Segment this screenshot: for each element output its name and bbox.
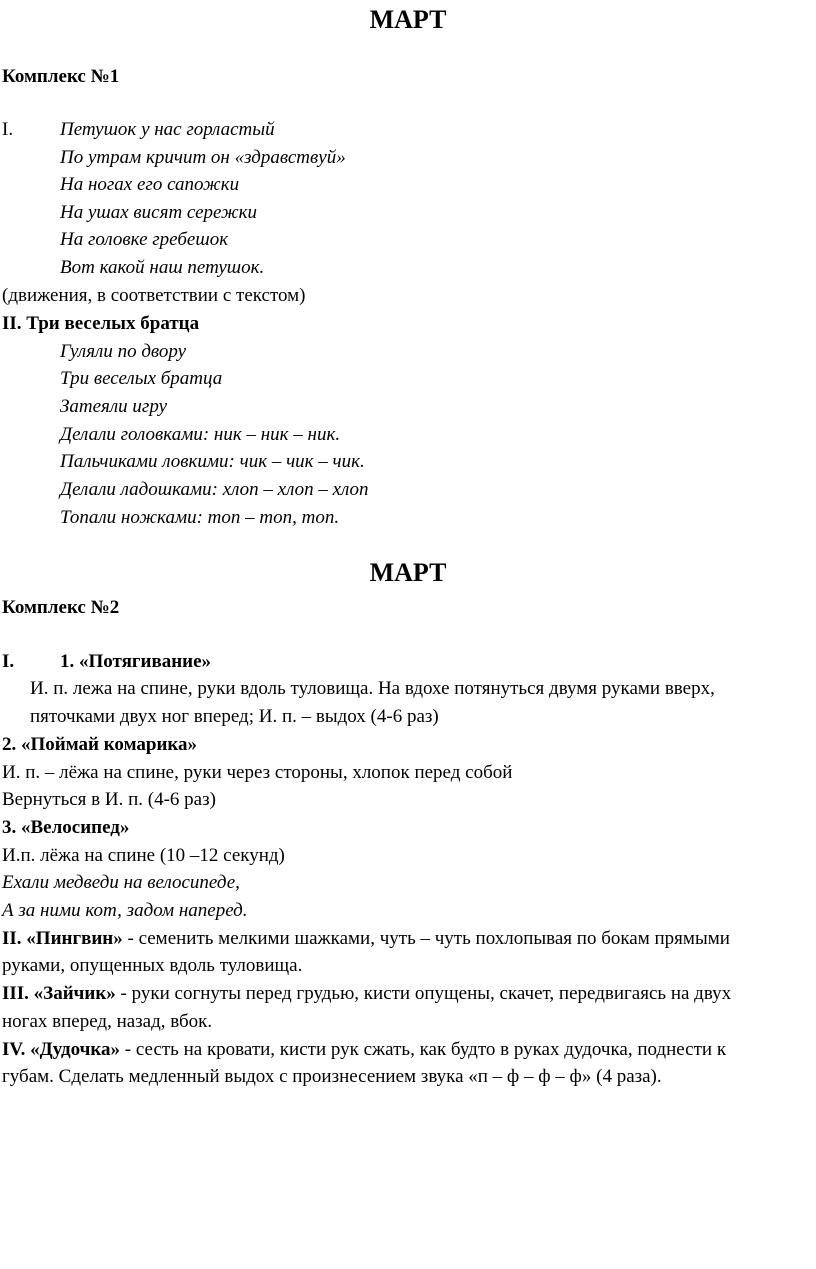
exercise3-title: 3. «Велосипед» — [2, 817, 130, 838]
penguin-text: - семенить мелкими шажками, чуть – чуть похлопывая по бокам прямыми — [122, 928, 730, 949]
bunny-text: - руки согнуты перед грудью, кисти опущены, скачет, передвигаясь на двух — [115, 983, 732, 1004]
poem2-line: Гуляли по двору — [60, 341, 187, 362]
exercise1-text: И. п. лежа на спине, руки вдоль туловища. На вдохе потянуться двумя руками вверх, — [30, 678, 715, 699]
poem2-line: Пальчиками ловкими: чик – чик – чик. — [60, 451, 365, 472]
penguin-text-line2: руками, опущенных вдоль туловища. — [2, 955, 303, 976]
poem1-line: Вот какой наш петушок. — [60, 257, 265, 278]
pipe-text: - сесть на кровати, кисти рук сжать, как будто в руках дудочка, поднести к — [120, 1039, 727, 1060]
section1-complex-heading: Комплекс №1 — [2, 66, 120, 87]
section1-title: МАРТ — [369, 5, 447, 34]
poem1-line: По утрам кричит он «здравствуй» — [60, 147, 346, 168]
movement-note: (движения, в соответствии с текстом) — [2, 285, 306, 306]
exercise3-poem-line: Ехали медведи на велосипеде, — [2, 872, 240, 893]
bunny-text-line2: ногах вперед, назад, вбок. — [2, 1011, 213, 1032]
pipe-title: IV. «Дудочка» — [2, 1039, 121, 1060]
pipe-paragraph — [2, 1039, 726, 1061]
exercise2-title: 2. «Поймай комарика» — [2, 734, 198, 755]
poem1-line: На головке гребешок — [60, 229, 229, 250]
poem2-line: Затеяли игру — [60, 396, 168, 417]
poem1-line: На ушах висят сережки — [60, 202, 258, 223]
poem2-line: Делали ладошками: хлоп – хлоп – хлоп — [60, 479, 369, 500]
pipe-text-line2: губам. Сделать медленный выдох с произнесением звука «п – ф – ф – ф» (4 раза). — [2, 1066, 662, 1087]
penguin-title: II. «Пингвин» — [2, 928, 123, 949]
exercise3-text: И.п. лёжа на спине (10 –12 секунд) — [2, 845, 285, 866]
part2-heading: II. Три веселых братца — [2, 313, 200, 334]
poem2-line: Делали головками: ник – ник – ник. — [60, 424, 341, 445]
bunny-paragraph — [2, 983, 731, 1005]
exercise2-text: И. п. – лёжа на спине, руки через стороны, хлопок перед собой — [2, 762, 513, 783]
section2-complex-heading: Комплекс №2 — [2, 597, 120, 618]
poem2-line: Три веселых братца — [60, 368, 223, 389]
bunny-title: III. «Зайчик» — [2, 983, 116, 1004]
exercise1-text: пяточками двух ног вперед; И. п. – выдох (4-6 раз) — [30, 706, 439, 727]
poem1-line: Петушок у нас горластый — [60, 119, 275, 140]
penguin-paragraph — [2, 928, 730, 950]
exercise3-poem-line: А за ними кот, задом наперед. — [2, 900, 248, 921]
poem2-line: Топали ножками: топ – топ, топ. — [60, 507, 340, 528]
section2-title: МАРТ — [369, 558, 447, 587]
section1-part1-number: I. — [2, 119, 14, 140]
poem1-line: На ногах его сапожки — [60, 174, 240, 195]
exercise2-text: Вернуться в И. п. (4-6 раз) — [2, 789, 216, 810]
section2-part1-number: I. — [2, 651, 15, 672]
exercise1-title: 1. «Потягивание» — [60, 651, 212, 672]
